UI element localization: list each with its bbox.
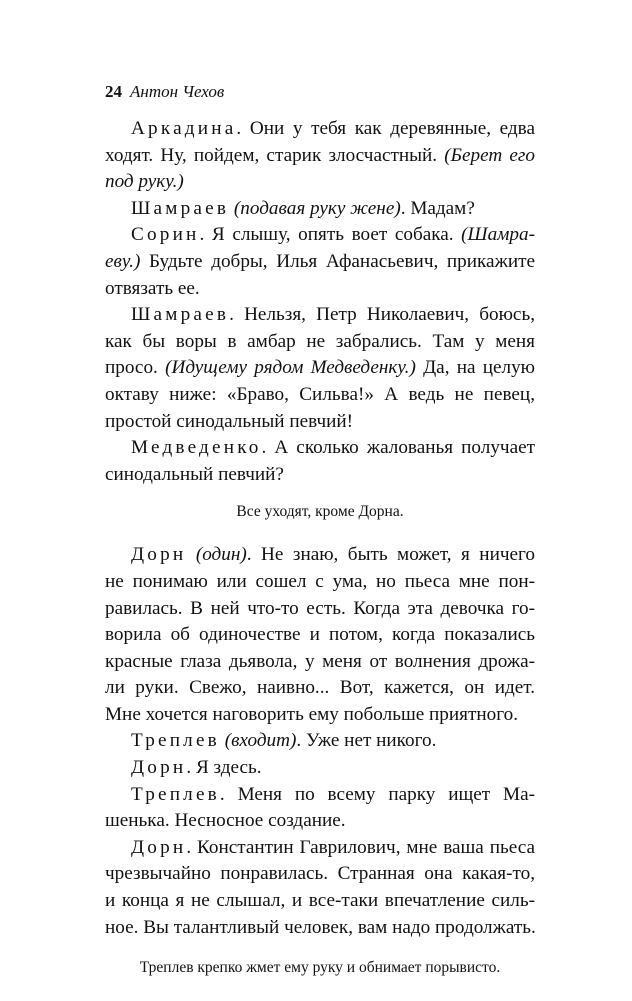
- dialogue-text: . Я слышу, опять воет собака.: [199, 224, 462, 246]
- dialogue-text: октаву ниже: «Браво, Сильва!» А ведь не певец,: [105, 383, 535, 405]
- text-line: [105, 649, 535, 676]
- stage-remark: (подавая руку жене): [233, 197, 401, 219]
- dialogue-text: ли руки. Свежо, наивно... Вот, кажется, он идет.: [105, 677, 535, 699]
- stage-remark: (Шамра-: [461, 224, 535, 246]
- speaker-name: Шамраев: [131, 304, 230, 326]
- dialogue-text: . Они у тебя как деревянные, едва: [236, 118, 535, 139]
- running-head-author: Антон Чехов: [130, 82, 225, 101]
- speaker-name: Дорн: [131, 544, 187, 566]
- speaker-name: Медведенко: [131, 437, 262, 459]
- stage-direction: Все уходят, кроме Дорна.: [236, 503, 404, 521]
- dialogue-text: отвязать ее.: [105, 277, 200, 299]
- text-line: [105, 276, 535, 303]
- stage-remark: (Берет его: [444, 144, 535, 166]
- text-line: [105, 169, 535, 196]
- text-line: [105, 675, 535, 702]
- dialogue-text: равилась. В ней что-то есть. Когда эта девочка го-: [105, 597, 535, 619]
- play-text: [105, 116, 535, 978]
- dialogue-text: Да, на целую: [415, 357, 536, 379]
- text-line: [105, 808, 535, 835]
- dialogue-text: Будьте добры, Илья Афанасьевич, прикажите: [140, 250, 535, 272]
- dialogue-text: чрезвычайно понравилась. Странная она какая-то,: [105, 863, 535, 885]
- speaker-name: Треплев: [131, 730, 220, 752]
- dialogue-text: . А сколько жалованья получает: [261, 437, 535, 459]
- text-line: [105, 915, 535, 942]
- dialogue-text: [186, 544, 195, 565]
- speaker-name: Шамраев: [131, 197, 230, 219]
- text-line: [105, 143, 535, 170]
- text-line: [105, 755, 535, 782]
- text-line: [105, 116, 535, 143]
- dialogue-text: простой синодальный певчий!: [105, 410, 354, 432]
- stage-direction: Треплев крепко жмет ему руку и обнимает порывисто.: [139, 959, 501, 977]
- text-line: [105, 329, 535, 356]
- speaker-name: Треплев: [131, 783, 220, 805]
- dialogue-text: шенька. Несносное создание.: [105, 810, 346, 832]
- dialogue-text: . Я здесь.: [186, 757, 262, 779]
- dialogue-text: как бы воры в амбар не забрались. Там у меня: [105, 330, 535, 352]
- dialogue-text: . Нельзя, Петр Николаевич, боюсь,: [229, 304, 535, 326]
- text-line: [105, 435, 535, 462]
- speaker-name: Сорин: [131, 224, 200, 246]
- text-line: [105, 728, 535, 755]
- dialogue-text: . Уже нет никого.: [296, 730, 437, 752]
- text-line: [105, 462, 535, 489]
- dialogue-text: ное. Вы талантливый человек, вам надо продолжать.: [105, 916, 536, 938]
- dialogue-text: . Меня по всему парку ищет Ма-: [219, 783, 535, 805]
- dialogue-text: красные глаза дьявола, у меня от волнения дрожа-: [105, 650, 535, 672]
- text-line: [105, 409, 535, 436]
- dialogue-text: просо.: [105, 357, 166, 379]
- text-line: [105, 835, 535, 862]
- text-line: [105, 596, 535, 623]
- speaker-name: Дорн: [131, 757, 187, 779]
- text-line: [105, 861, 535, 888]
- text-line: [105, 302, 535, 329]
- dialogue-text: Мне хочется наговорить ему побольше приятного.: [105, 703, 519, 725]
- dialogue-text: ходят. Ну, пойдем, старик злосчастный.: [105, 144, 445, 166]
- speaker-name: Аркадина: [131, 118, 237, 139]
- dialogue-text: . Константин Гаврилович, мне ваша пьеса: [186, 836, 535, 858]
- text-line: [105, 542, 535, 569]
- dialogue-text: ворила об одиночестве и потом, когда показались: [105, 624, 535, 646]
- text-line: [105, 622, 535, 649]
- text-line: [105, 249, 535, 276]
- page-number: 24: [105, 82, 122, 101]
- dialogue-text: синодальный певчий?: [105, 463, 284, 485]
- stage-remark: (один): [195, 544, 247, 566]
- dialogue-text: . Не знаю, быть может, я ничего: [246, 544, 535, 566]
- text-line: [105, 888, 535, 915]
- text-line: [105, 782, 535, 809]
- stage-remark: (входит): [224, 730, 297, 752]
- dialogue-text: . Мадам?: [400, 197, 475, 219]
- text-line: [105, 382, 535, 409]
- text-line: [105, 702, 535, 729]
- text-line: [105, 222, 535, 249]
- dialogue-text: и конца я не слышал, и все-таки впечатление силь-: [105, 890, 535, 912]
- text-line: [105, 355, 535, 382]
- running-head: [105, 82, 224, 102]
- text-line: [105, 569, 535, 596]
- stage-remark: еву.): [105, 250, 141, 272]
- stage-remark: под руку.): [105, 171, 184, 193]
- stage-remark: (Идущему рядом Медведенку.): [165, 357, 416, 379]
- text-line: [105, 196, 535, 223]
- speaker-name: Дорн: [131, 836, 187, 858]
- dialogue-text: не понимаю или сошел с ума, но пьеса мне пон-: [105, 570, 535, 592]
